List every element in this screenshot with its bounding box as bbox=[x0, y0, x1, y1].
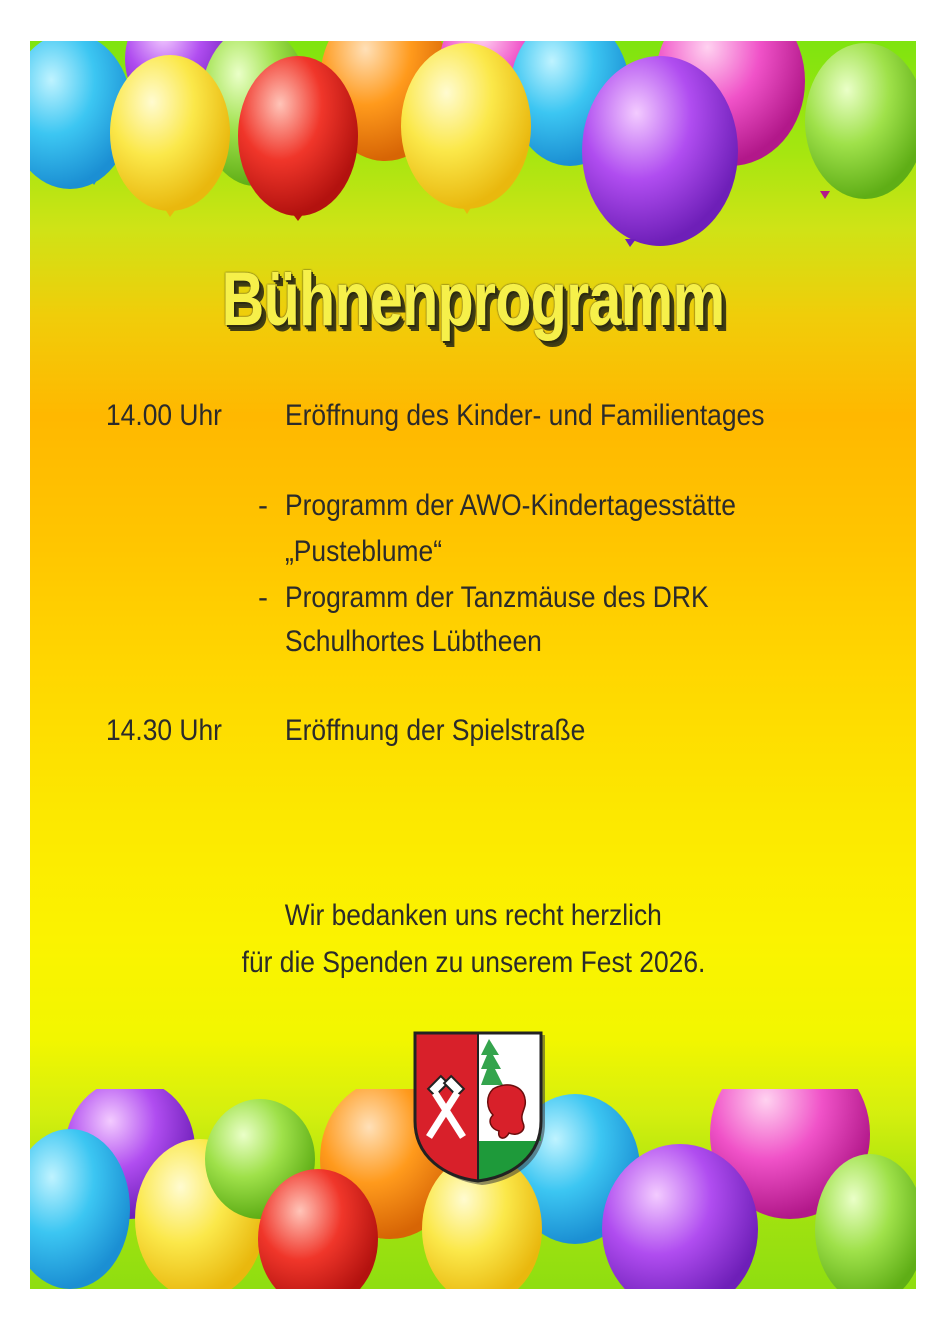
list-item-2-line2: Schulhortes Lübtheen bbox=[285, 625, 542, 658]
schedule-event-1: Eröffnung des Kinder- und Familientages bbox=[285, 399, 765, 432]
coat-of-arms-icon bbox=[411, 1029, 545, 1185]
list-bullet-2: - bbox=[258, 581, 268, 614]
thanks-line-1: Wir bedanken uns recht herzlich bbox=[284, 899, 662, 932]
poster bbox=[30, 41, 916, 1289]
list-item-1-line2: „Pusteblume“ bbox=[285, 535, 442, 568]
list-item-2-line1: Programm der Tanzmäuse des DRK bbox=[285, 581, 709, 614]
thanks-line-2: für die Spenden zu unserem Fest 2026. bbox=[241, 946, 705, 979]
list-item-1-line1: Programm der AWO-Kindertagesstätte bbox=[285, 489, 736, 522]
schedule-event-2: Eröffnung der Spielstraße bbox=[285, 714, 586, 747]
list-bullet-1: - bbox=[258, 489, 268, 522]
page-title: Bühnenprogramm bbox=[221, 257, 725, 342]
schedule-time-1: 14.00 Uhr bbox=[106, 399, 222, 432]
balloons-top-icon bbox=[30, 41, 916, 271]
schedule-time-2: 14.30 Uhr bbox=[106, 714, 222, 747]
